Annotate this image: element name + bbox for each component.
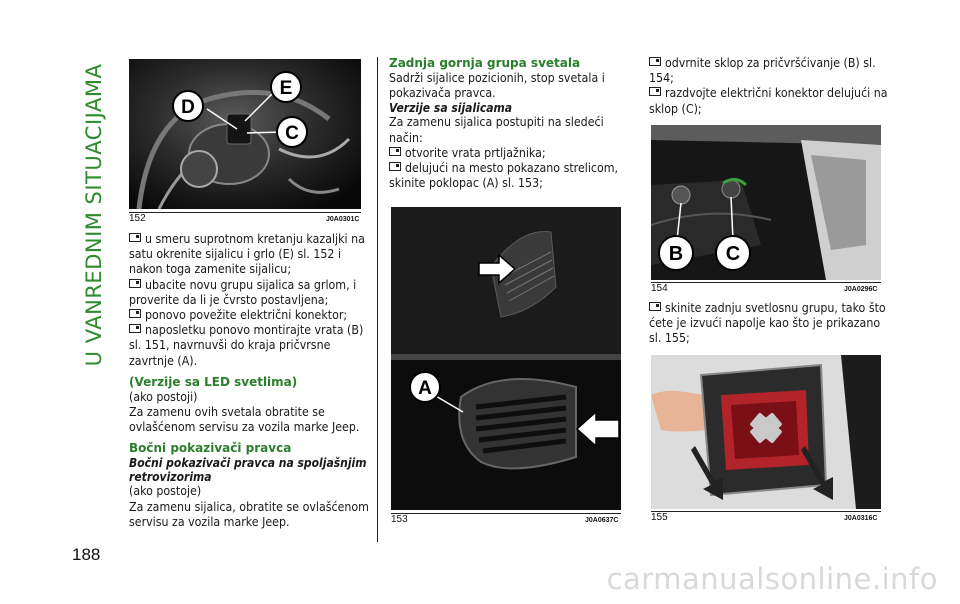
label-d: D <box>181 97 195 118</box>
step-bullet-icon <box>129 279 141 288</box>
heading-rear-lights: Zadnja gornja grupa svetala <box>389 56 581 70</box>
step-insert-bulb: ubacite novu grupu sijalica sa grlom, i proverite da li je čvrsto postavljena; <box>129 277 357 307</box>
label-e: E <box>279 78 293 99</box>
figure-154-number: 154 <box>651 283 668 294</box>
rear-lights-text: Sadrži sijalice pozicionih, stop svetala i pokazivača pravca. <box>389 71 605 101</box>
step-open-tailgate: otvorite vrata prtljažnika; <box>389 146 629 161</box>
column-3-text-bottom <box>649 301 889 347</box>
step-bullet-icon <box>389 147 401 156</box>
page-number: 188 <box>72 545 101 564</box>
figure-153-image <box>391 207 621 510</box>
step-bullet-icon <box>389 162 401 171</box>
figure-155-image <box>651 355 881 509</box>
figure-152-number: 152 <box>129 213 146 224</box>
step-rotate-bulb: u smeru suprotnom kretanju kazaljki na satu okrenite sijalicu i grlo (E) sl. 152 i nakon toga zamenite sijalicu; <box>129 232 365 277</box>
label-b: B <box>668 243 684 265</box>
heading-side-indicators: Bočni pokazivači pravca <box>129 441 292 456</box>
heading-bulb-versions: Verzije sa sijalicama <box>389 101 513 116</box>
figure-153-number: 153 <box>391 514 408 525</box>
figure-154-image <box>651 125 881 280</box>
step-bullet-icon <box>129 324 141 333</box>
figure-154-code: J0A0296C <box>844 286 878 293</box>
column-2-text <box>389 56 629 191</box>
figure-152-image <box>129 59 361 209</box>
side-note: (ako postoje) <box>129 484 202 499</box>
step-unscrew-b: odvrnite sklop za pričvršćivanje (B) sl. 154; <box>649 56 876 86</box>
led-note: (ako postoji) <box>129 389 198 404</box>
label-c: C <box>285 123 299 144</box>
figure-152-code: J0A0301C <box>326 216 360 223</box>
step-remove-rear-light: skinite zadnju svetlosnu grupu, tako što ćete je izvući napolje kao što je prikazano sl. 155; <box>649 301 886 346</box>
figure-153-code: J0A0637C <box>585 517 619 524</box>
step-bullet-icon <box>649 87 661 96</box>
figure-155-code: J0A0316C <box>844 515 878 522</box>
step-bullet-icon <box>129 233 141 242</box>
watermark: carmanualsonline.info <box>606 562 938 596</box>
step-remove-cover: delujući na mesto pokazano strelicom, skinite poklopac (A) sl. 153; <box>389 161 619 191</box>
section-side-title <box>74 60 114 370</box>
step-bullet-icon <box>649 57 661 66</box>
step-bullet-icon <box>129 309 141 318</box>
step-bullet-icon <box>649 302 661 311</box>
label-c-154: C <box>725 243 741 265</box>
step-reconnect: ponovo povežite električni konektor; <box>129 308 369 323</box>
step-disconnect-c: razdvojte električni konektor delujući na sklop (C); <box>649 86 888 116</box>
column-3-text-top <box>649 56 889 117</box>
bulb-versions-text: Za zamenu sijalica postupiti na sledeći način: <box>389 115 604 145</box>
figure-155-number: 155 <box>651 512 668 523</box>
led-text: Za zamenu ovih svetala obratite se ovlašćenom servisu za vozila marke Jeep. <box>129 405 360 435</box>
heading-led-versions: (Verzije sa LED svetlima) <box>129 374 298 389</box>
label-a: A <box>418 378 432 399</box>
heading-side-mirrors: Bočni pokazivači pravca na spoljašnjim retrovizorima <box>129 456 367 485</box>
side-text: Za zamenu sijalica, obratite se ovlašćenom servisu za vozila marke Jeep. <box>129 499 369 529</box>
column-1-text <box>129 232 369 530</box>
section-side-title-text: U VANREDNIM SITUACIJAMA <box>82 63 106 367</box>
step-remount-door: naposletku ponovo montirajte vrata (B) sl. 151, navrnuvši do kraja pričvrsne zavrtnje (A). <box>129 323 364 368</box>
